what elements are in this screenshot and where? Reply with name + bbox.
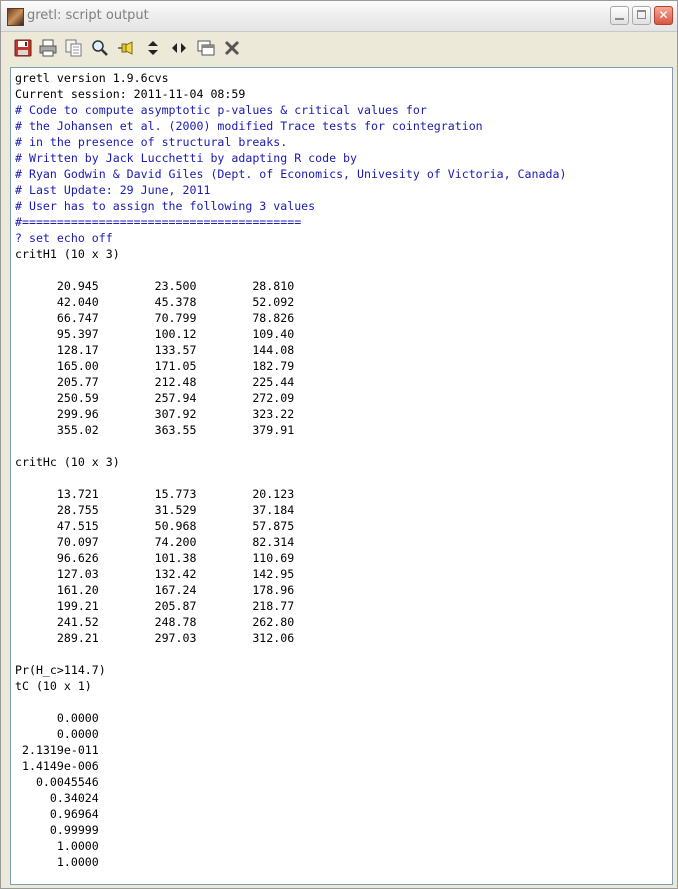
output-line: 2.1319e-011 xyxy=(15,743,99,757)
output-line: 355.02 363.55 379.91 xyxy=(15,423,295,437)
window-title: gretl: script output xyxy=(27,8,149,23)
output-line: gretl version 1.9.6cvs xyxy=(15,71,169,85)
split-button[interactable] xyxy=(169,38,189,58)
output-line: 161.20 167.24 178.96 xyxy=(15,583,295,597)
output-line: tC (10 x 1) xyxy=(15,679,92,693)
output-line: 70.097 74.200 82.314 xyxy=(15,535,295,549)
output-comment-line: #======================================== xyxy=(15,215,302,229)
output-comment-line: # Code to compute asymptotic p-values & critical values for xyxy=(15,103,427,117)
output-line: 165.00 171.05 182.79 xyxy=(15,359,295,373)
copy-icon xyxy=(65,39,83,57)
output-comment-line: # the Johansen et al. (2000) modified Trace tests for cointegration xyxy=(15,119,483,133)
maximize-icon xyxy=(637,10,646,19)
window-icon xyxy=(197,39,215,57)
output-line: 289.21 297.03 312.06 xyxy=(15,631,295,645)
window-close-button[interactable] xyxy=(654,6,673,25)
minimize-button[interactable] xyxy=(610,6,629,25)
output-comment-line: # Ryan Godwin & David Giles (Dept. of Economics, Univesity of Victoria, Canada) xyxy=(15,167,567,181)
print-icon xyxy=(39,39,57,57)
output-line xyxy=(15,646,566,662)
output-line: 1.0000 xyxy=(15,839,99,853)
output-line xyxy=(15,470,566,486)
output-line: 28.755 31.529 37.184 xyxy=(15,503,295,517)
output-line: 42.040 45.378 52.092 xyxy=(15,295,295,309)
script-output-text-area[interactable] xyxy=(10,67,673,885)
close-icon xyxy=(223,39,241,57)
close-x-icon: ✕ xyxy=(658,8,669,22)
split-icon xyxy=(170,42,188,54)
output-line: 96.626 101.38 110.69 xyxy=(15,551,295,565)
output-line xyxy=(15,438,566,454)
copy-button[interactable] xyxy=(64,38,84,58)
gretl-app-icon xyxy=(7,8,24,26)
output-line: 205.77 212.48 225.44 xyxy=(15,375,295,389)
output-line: 127.03 132.42 142.95 xyxy=(15,567,295,581)
output-comment-line: ? set echo off xyxy=(15,231,113,245)
output-comment-line: # Written by Jack Lucchetti by adapting R code by xyxy=(15,151,358,165)
output-line: 20.945 23.500 28.810 xyxy=(15,279,295,293)
output-line: 1.4149e-006 xyxy=(15,759,99,773)
output-line: 0.34024 xyxy=(15,791,99,805)
maximize-button[interactable] xyxy=(632,6,651,25)
output-line: critHc (10 x 3) xyxy=(15,455,120,469)
output-line: 0.0000 xyxy=(15,711,99,725)
output-line: 241.52 248.78 262.80 xyxy=(15,615,295,629)
window-button[interactable] xyxy=(196,38,216,58)
minimize-icon xyxy=(615,18,624,20)
output-line xyxy=(15,262,566,278)
output-line: 128.17 133.57 144.08 xyxy=(15,343,295,357)
title-bar[interactable] xyxy=(1,1,677,32)
output-line: 66.747 70.799 78.826 xyxy=(15,311,295,325)
output-comment-line: # in the presence of structural breaks. xyxy=(15,135,288,149)
output-line: 199.21 205.87 218.77 xyxy=(15,599,295,613)
output-line: 1.0000 xyxy=(15,855,99,869)
pin-button[interactable] xyxy=(116,38,136,58)
output-line: Pr(H_c>114.7) xyxy=(15,663,106,677)
output-line: 95.397 100.12 109.40 xyxy=(15,327,295,341)
find-button[interactable] xyxy=(90,38,110,58)
print-button[interactable] xyxy=(38,38,58,58)
output-line: 0.96964 xyxy=(15,807,99,821)
output-line: 0.99999 xyxy=(15,823,99,837)
output-line: Current session: 2011-11-04 08:59 xyxy=(15,87,246,101)
scroll-button[interactable] xyxy=(143,38,163,58)
scroll-icon xyxy=(147,39,159,57)
close-button[interactable] xyxy=(222,38,242,58)
output-line xyxy=(15,694,566,710)
output-line: 0.0000 xyxy=(15,727,99,741)
output-lines xyxy=(15,70,566,870)
output-comment-line: # Last Update: 29 June, 2011 xyxy=(15,183,211,197)
output-line: 250.59 257.94 272.09 xyxy=(15,391,295,405)
save-icon xyxy=(14,39,32,57)
find-icon xyxy=(91,39,109,57)
output-comment-line: # User has to assign the following 3 values xyxy=(15,199,316,213)
save-button[interactable] xyxy=(13,38,33,58)
output-line: 299.96 307.92 323.22 xyxy=(15,407,295,421)
output-line: 47.515 50.968 57.875 xyxy=(15,519,295,533)
output-line: critH1 (10 x 3) xyxy=(15,247,120,261)
pin-icon xyxy=(117,39,135,57)
output-line: 13.721 15.773 20.123 xyxy=(15,487,295,501)
toolbar xyxy=(1,32,677,64)
output-line: 0.0045546 xyxy=(15,775,99,789)
